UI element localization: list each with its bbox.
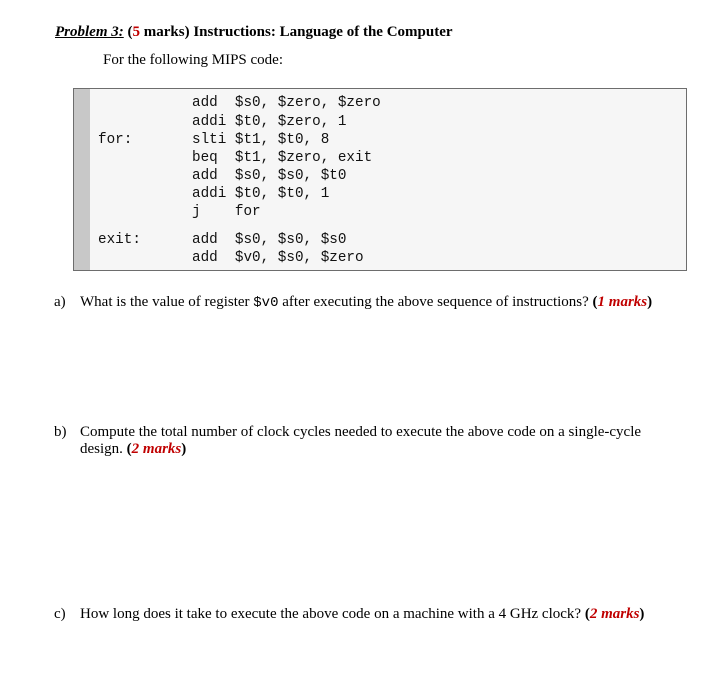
question-c-marks-number: 2 bbox=[589, 606, 598, 622]
question-b-text-line1: Compute the total number of clock cycles needed to execute the above code on a single-cycle bbox=[80, 424, 642, 440]
problem-marks-word: marks bbox=[143, 24, 185, 40]
code-block bbox=[73, 88, 687, 271]
question-b-marks-number: 2 bbox=[131, 441, 140, 457]
question-c-letter: c) bbox=[54, 606, 66, 622]
question-b-text-line2: design. bbox=[80, 441, 123, 457]
question-b: b) Compute the total number of clock cycles needed to execute the above code on a single-cycle design. (2 marks) bbox=[54, 424, 642, 457]
question-a-letter: a) bbox=[54, 294, 66, 310]
question-b-letter: b) bbox=[54, 424, 67, 440]
code-line: add $s0, $s0, $t0 bbox=[192, 168, 347, 184]
code-line: add $s0, $s0, $s0 bbox=[192, 232, 347, 248]
question-c-marks-word: marks bbox=[601, 606, 640, 622]
question-c-text: How long does it take to execute the above code on a machine with a 4 GHz clock? bbox=[80, 606, 582, 622]
question-a-text-after: after executing the above sequence of instructions? bbox=[278, 294, 589, 310]
problem-marks-number: 5 bbox=[132, 24, 140, 40]
register-v0: $v0 bbox=[253, 295, 279, 311]
code-block-gutter bbox=[74, 89, 90, 270]
code-line: j for bbox=[192, 204, 261, 220]
question-a-marks-word: marks bbox=[608, 294, 648, 310]
question-b-marks-word: marks bbox=[142, 441, 182, 457]
code-label-for: for: bbox=[98, 132, 133, 148]
question-a: a) What is the value of register $v0 after executing the above sequence of instructions? (1 marks) bbox=[54, 294, 653, 311]
question-a-marks-number: 1 bbox=[597, 294, 606, 310]
intro-text: For the following MIPS code: bbox=[103, 52, 283, 68]
code-line: slti $t1, $t0, 8 bbox=[192, 132, 330, 148]
code-line: addi $t0, $zero, 1 bbox=[192, 114, 347, 130]
code-line: add $s0, $zero, $zero bbox=[192, 95, 381, 111]
problem-heading: Instructions: Language of the Computer bbox=[193, 24, 453, 40]
code-line: beq $t1, $zero, exit bbox=[192, 150, 373, 166]
code-line: addi $t0, $t0, 1 bbox=[192, 186, 330, 202]
question-c: c) How long does it take to execute the above code on a machine with a 4 GHz clock? (2 marks) bbox=[54, 606, 645, 622]
problem-title: Problem 3: (5 marks) Instructions: Language of the Computer bbox=[55, 24, 453, 40]
question-a-text-before: What is the value of register bbox=[80, 294, 254, 310]
code-label-exit: exit: bbox=[98, 232, 141, 248]
code-line: add $v0, $s0, $zero bbox=[192, 250, 364, 266]
problem-number: Problem 3: bbox=[55, 24, 124, 40]
